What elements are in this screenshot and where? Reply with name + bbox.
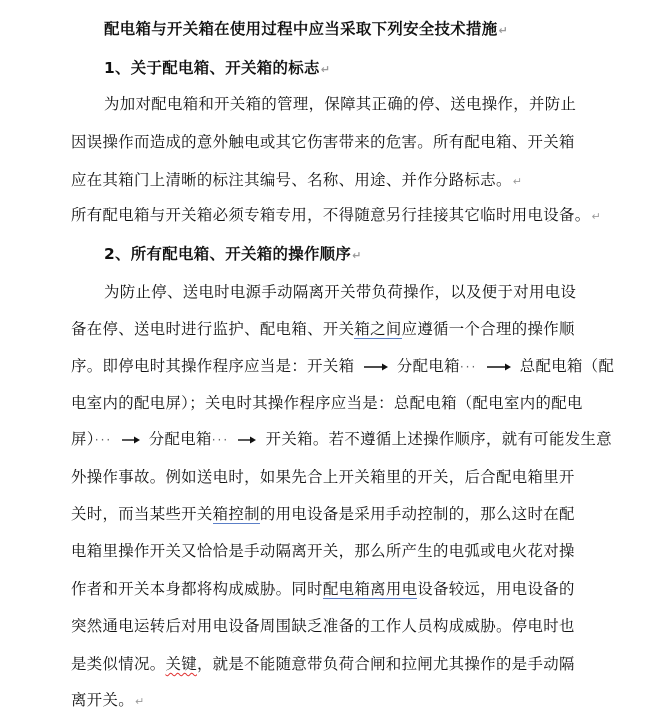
document-title: 配电箱与开关箱在使用过程中应当采取下列安全技术措施↵ (104, 20, 509, 38)
section2-heading: 2、所有配电箱、开关箱的操作顺序↵ (104, 245, 362, 263)
section1-p1-line2: 因误操作而造成的意外触电或其它伤害带来的危害。所有配电箱、开关箱 (71, 133, 575, 151)
arrow-icon (237, 435, 257, 445)
dotted-leader: ··· (211, 433, 230, 447)
section2-line9: 作者和开关本身都将构成威胁。同时配电箱离用电设备较远，用电设备的 (71, 580, 575, 598)
paragraph-mark: ↵ (352, 249, 362, 262)
arrow-icon (121, 435, 141, 445)
section1-heading: 1、关于配电箱、开关箱的标志↵ (104, 59, 331, 77)
paragraph-mark: ↵ (320, 63, 331, 76)
section2-line10: 突然通电运转后对用电设备周围缺乏准备的工作人员构成威胁。停电时也 (71, 617, 575, 635)
arrow-icon (486, 362, 512, 372)
section1-p1-line1: 为加对配电箱和开关箱的管理，保障其正确的停、送电操作，并防止 (104, 95, 577, 113)
section2-line8: 电箱里操作开关又恰恰是手动隔离开关，那么所产生的电弧或电火花对操 (71, 542, 575, 560)
paragraph-mark: ↵ (512, 175, 523, 188)
underlined-phrase: 配电箱离用电 (322, 580, 418, 598)
section2-line4: 电室内的配电屏）；关电时其操作程序应当是：总配电箱（配电室内的配电 (71, 394, 583, 412)
spellcheck-underline: 关键 (165, 655, 197, 673)
section2-line2: 备在停、送电时进行监护、配电箱、开关箱之间应遵循一个合理的操作顺 (71, 320, 575, 338)
dotted-leader: ··· (94, 433, 113, 447)
section2-line11: 是类似情况。关键，就是不能随意带负荷合闸和拉闸尤其操作的是手动隔 (71, 655, 575, 673)
section2-line5: 屏）··· 分配电箱··· 开关箱。若不遵循上述操作顺序，就有可能发生意 (71, 430, 612, 448)
dotted-leader: ··· (459, 360, 478, 374)
underlined-phrase: 箱控制 (212, 505, 260, 523)
section2-line3: 序。即停电时其操作程序应当是：开关箱 分配电箱··· 总配电箱（配 (71, 357, 615, 375)
section1-p2: 所有配电箱与开关箱必须专箱专用，不得随意另行挂接其它临时用电设备。↵ (71, 206, 602, 224)
paragraph-mark: ↵ (498, 24, 509, 37)
section2-line1: 为防止停、送电时电源手动隔离开关带负荷操作，以及便于对用电设 (104, 283, 577, 301)
section2-line7: 关时，而当某些开关箱控制的用电设备是采用手动控制的，那么这时在配 (71, 505, 575, 523)
paragraph-mark: ↵ (134, 695, 145, 708)
section1-p1-line3: 应在其箱门上清晰的标注其编号、名称、用途、并作分路标志。↵ (71, 171, 523, 189)
arrow-icon (363, 362, 389, 372)
underlined-phrase: 箱之间 (354, 320, 402, 338)
paragraph-mark: ↵ (591, 210, 602, 223)
section2-line12: 离开关。↵ (71, 691, 145, 709)
section2-line6: 外操作事故。例如送电时，如果先合上开关箱里的开关，后合配电箱里开 (71, 468, 575, 486)
